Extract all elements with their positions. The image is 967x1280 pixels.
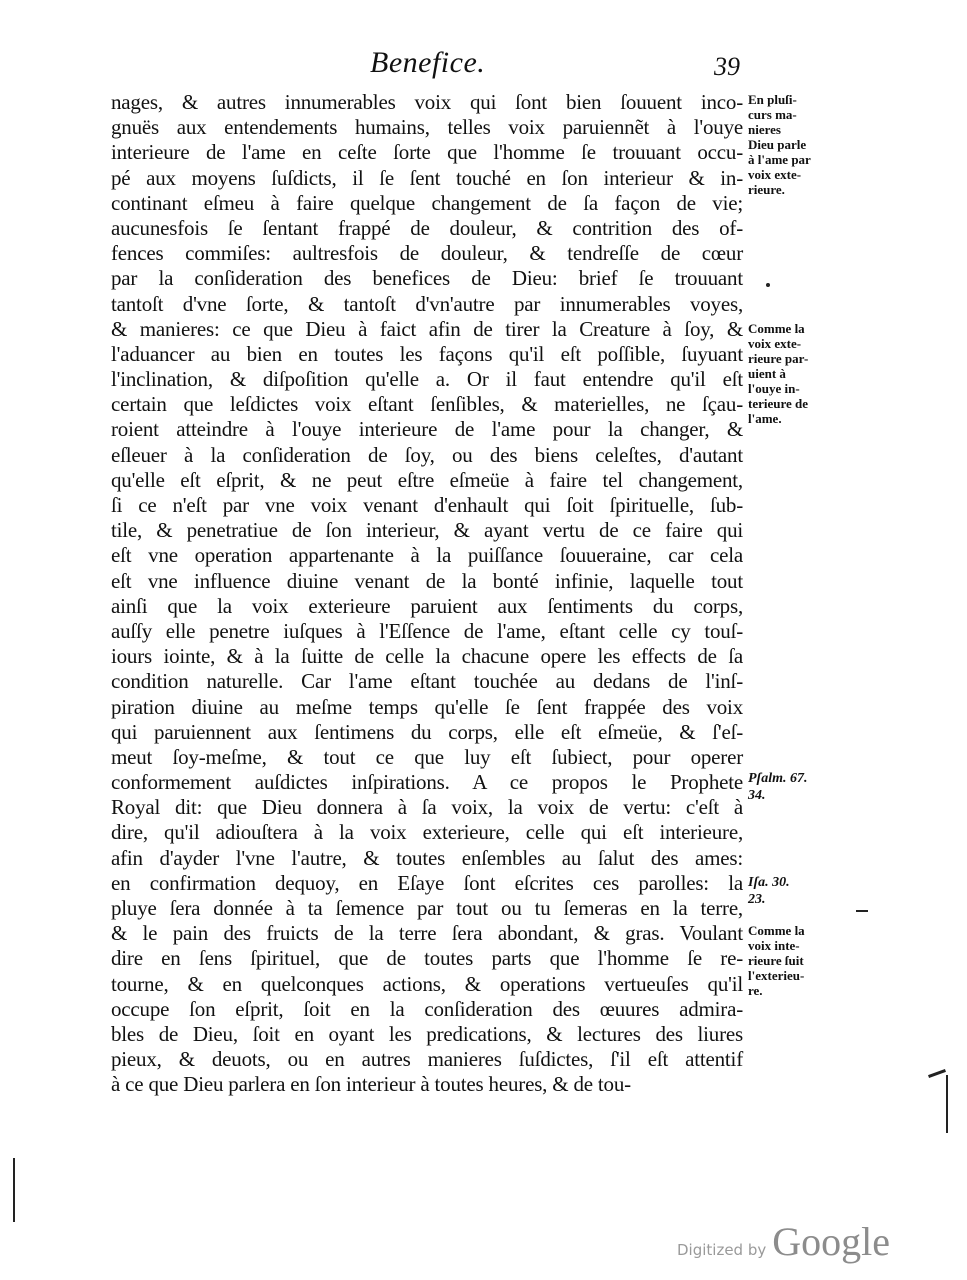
- text-line: roient atteindre à l'ouye interieure de l'ame pour la changer, &: [111, 417, 743, 442]
- text-line: condition naturelle. Car l'ame eſtant touchée au dedans de l'inſ-: [111, 669, 743, 694]
- body-text: [111, 90, 743, 1098]
- page-number: 39: [714, 52, 740, 81]
- page-edge-mark: [946, 1075, 948, 1133]
- text-line: l'aduancer au bien en toutes les façons qu'il eſt poſſible, ſuyuant: [111, 341, 743, 366]
- text-line: eſleuer à la conſideration de ſoy, ou des biens celeſtes, d'autant: [111, 442, 743, 467]
- text-line: conformement auſdictes inſpirations. A ce propos le Prophete: [111, 770, 743, 795]
- text-line: certain que leſdictes voix eſtant ſenſibles, & materielles, ne ſçau-: [111, 392, 743, 417]
- google-logo: Google: [772, 1219, 891, 1264]
- text-line: ainſi que la voix exterieure paruient aux ſentiments du corps,: [111, 593, 743, 618]
- text-line: qu'elle eſt eſprit, & ne peut eſtre eſmeüe à faire tel changement,: [111, 467, 743, 492]
- text-line: gnuës aux entendements humains, telles voix paruiennẽt à l'ouye: [111, 115, 743, 140]
- margin-note: Comme la voix exte- rieure par- uient à l'ouye in- terieure de l'ame.: [748, 321, 809, 426]
- text-line: eſt vne operation appartenante à la puiſſance ſouueraine, car cela: [111, 543, 743, 568]
- text-line: iours iointe, & à la ſuitte de celle la chacune opere les effects de ſa: [111, 644, 743, 669]
- text-line: occupe ſon eſprit, ſoit en la conſideration des œuures admira-: [111, 996, 743, 1021]
- digitized-watermark: [677, 1218, 890, 1265]
- text-line: & le pain des fruicts de la terre ſera abondant, & gras. Voulant: [111, 921, 743, 946]
- text-line: pé aux moyens ſuſdicts, il ſe ſent touché en ſon interieur & in-: [111, 165, 743, 190]
- text-line: qui paruiennent aux ſentimens du corps, elle eſt eſmeüe, & ſ'eſ-: [111, 719, 743, 744]
- margin-note: Comme la voix inte- rieure ſuit l'exterieu- re.: [748, 923, 805, 998]
- text-line: l'inclination, & diſpoſition qu'elle a. Or il faut entendre qu'il eſt: [111, 367, 743, 392]
- ink-speck: [856, 910, 868, 912]
- text-line: pluye ſera donnée à ta ſemence par tout ou tu ſemeras en la terre,: [111, 896, 743, 920]
- text-line: eſt vne influence diuine venant de la bonté infinie, laquelle tout: [111, 568, 743, 593]
- running-title: Benefice.: [370, 46, 486, 79]
- text-line: en confirmation dequoy, en Eſaye ſont eſcrites ces parolles: la: [111, 870, 743, 895]
- ink-speck: [766, 283, 770, 287]
- page-edge-mark: [13, 1158, 15, 1222]
- text-line: pieux, & deuots, ou en autres manieres ſuſdictes, ſ'il eſt attentif: [111, 1047, 743, 1072]
- text-line: Royal dit: que Dieu donnera à ſa voix, la voix de vertu: c'eſt à: [111, 795, 743, 820]
- text-line: afin d'ayder l'vne l'autre, & toutes enſembles au ſalut des ames:: [111, 845, 743, 870]
- text-line: dire, qu'il adiouſtera à la voix exterieure, celle qui eſt interieure,: [111, 820, 743, 845]
- margin-note: Iſa. 30. 23.: [748, 875, 790, 907]
- margin-note: En pluſi- curs ma- nieres Dieu parle à l'ame par voix exte- rieure.: [748, 92, 811, 197]
- text-line: dire en ſens ſpirituel, que de toutes parts que l'homme ſe re-: [111, 946, 743, 971]
- watermark-prefix: Digitized by: [677, 1241, 767, 1259]
- text-line: nages, & autres innumerables voix qui ſont bien ſouuent inco-: [111, 90, 743, 114]
- text-line: tantoſt d'vne ſorte, & tantoſt d'vn'autre par innumerables voyes,: [111, 291, 743, 316]
- text-line: bles de Dieu, ſoit en oyant les predications, & lectures des liures: [111, 1021, 743, 1046]
- text-line: ſi ce n'eſt par vne voix venant d'enhault qui ſoit ſpirituelle, ſub-: [111, 493, 743, 517]
- text-line: continant eſmeu à faire quelque changement de ſa façon de vie;: [111, 190, 743, 215]
- page-edge-mark: [928, 1069, 946, 1078]
- text-line: aucunesfois ſe ſentant frappé de douleur, & contrition des of-: [111, 215, 743, 240]
- margin-note: Pſalm. 67. 34.: [748, 771, 808, 803]
- text-line: & manieres: ce que Dieu à faict afin de tirer la Creature à ſoy, &: [111, 316, 743, 341]
- text-line: interieure de l'ame en ceſte ſorte que l'homme ſe trouuant occu-: [111, 140, 743, 165]
- text-line: par la conſideration des benefices de Dieu: brief ſe trouuant: [111, 266, 743, 291]
- text-line: meut ſoy-meſme, & tout ce que luy eſt ſubiect, pour operer: [111, 744, 743, 769]
- text-line: fences commiſes: aultresfois de douleur, & tendreſſe de cœur: [111, 241, 743, 266]
- text-line: piration diuine au meſme temps qu'elle ſe ſent frappée des voix: [111, 694, 743, 719]
- text-line: auſſy elle penetre iuſques à l'Eſſence de l'ame, eſtant celle cy touſ-: [111, 618, 743, 643]
- text-line: tourne, & en quelconques actions, & operations vertueuſes qu'il: [111, 971, 743, 996]
- text-line: à ce que Dieu parlera en ſon interieur à toutes heures, & de tou-: [111, 1072, 631, 1097]
- text-line: tile, & penetratiue de ſon interieur, & ayant vertu de ce faire qui: [111, 518, 743, 543]
